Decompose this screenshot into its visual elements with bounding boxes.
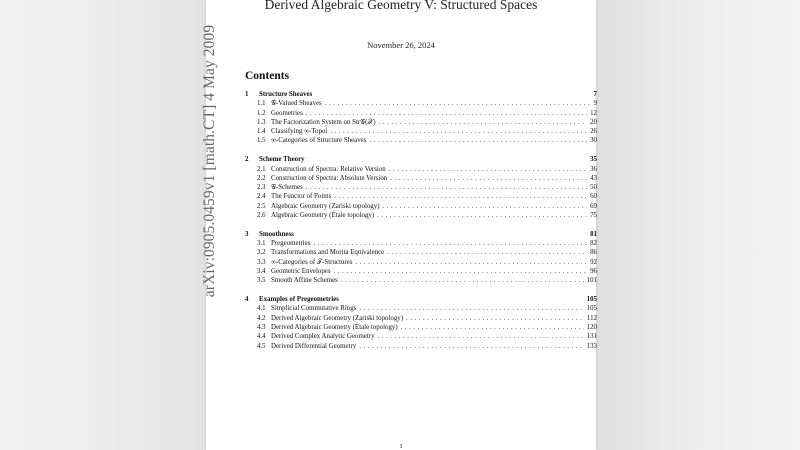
toc-section xyxy=(245,90,597,146)
toc-subsection-number: 3.1 xyxy=(257,240,266,248)
toc-section-number: 3 xyxy=(245,230,249,238)
toc-page-number: 75 xyxy=(590,212,597,220)
toc-subsection-entry[interactable] xyxy=(245,258,597,267)
toc-subsection-entry[interactable] xyxy=(245,165,597,174)
toc-section-entry[interactable] xyxy=(245,295,597,304)
toc-subsection-title: Geometric Envelopes xyxy=(271,268,331,276)
toc-subsection-entry[interactable] xyxy=(245,211,597,220)
toc-subsection-title: Simplicial Commutative Rings xyxy=(271,305,357,313)
toc-subsection-number: 4.3 xyxy=(257,324,266,332)
toc-subsection-entry[interactable] xyxy=(245,314,597,323)
toc-subsection-number: 2.6 xyxy=(257,212,266,220)
toc-subsection-number: 2.4 xyxy=(257,193,266,201)
toc-subsection-entry[interactable] xyxy=(245,342,597,351)
toc-page-number: 9 xyxy=(593,100,597,108)
toc-subsection-entry[interactable] xyxy=(245,127,597,136)
toc-page-number: 81 xyxy=(590,230,597,238)
toc-page-number: 12 xyxy=(590,109,597,117)
toc-section-number: 2 xyxy=(245,156,249,164)
toc-subsection-title: Algebraic Geometry (Zariski topology) xyxy=(271,202,380,210)
toc-dot-leaders xyxy=(359,342,583,351)
toc-dot-leaders xyxy=(379,118,588,127)
toc-subsection-number: 1.2 xyxy=(257,109,266,117)
toc-subsection-title: Pregeometries xyxy=(271,240,311,248)
toc-page-number: 101 xyxy=(586,277,597,285)
toc-dot-leaders xyxy=(359,304,583,313)
toc-subsection-number: 4.4 xyxy=(257,333,266,341)
toc-subsection-title: Transformations and Morita Equivalence xyxy=(271,249,385,257)
toc-page-number: 96 xyxy=(590,268,597,276)
toc-section-number: 1 xyxy=(245,91,249,98)
toc-dot-leaders xyxy=(330,127,587,136)
viewer-background-right xyxy=(596,0,800,450)
toc-page-number: 20 xyxy=(590,118,597,126)
toc-subsection-title: Derived Algebraic Geometry (Zariski topology) xyxy=(271,314,404,322)
toc-subsection-title: Construction of Spectra: Relative Version xyxy=(271,165,386,173)
toc-subsection-title: The Factorization System on Str𝒢(𝒳) xyxy=(271,118,376,126)
toc-subsection-title: Derived Differential Geometry xyxy=(271,342,357,350)
toc-subsection-number: 3.5 xyxy=(257,277,266,285)
toc-subsection-number: 1.5 xyxy=(257,137,266,145)
toc-section xyxy=(245,295,597,351)
toc-page-number: 50 xyxy=(590,184,597,192)
toc-page-number: 112 xyxy=(586,314,597,322)
toc-subsection-number: 2.2 xyxy=(257,174,266,182)
toc-subsection-title: 𝒢-Valued Sheaves xyxy=(271,100,322,108)
table-of-contents xyxy=(245,90,597,360)
toc-section-title: Structure Sheaves xyxy=(259,91,313,98)
toc-dot-leaders xyxy=(406,314,584,323)
toc-section-entry[interactable] xyxy=(245,155,597,164)
toc-dot-leaders xyxy=(355,258,587,267)
toc-subsection-title: Derived Complex Analytic Geometry xyxy=(271,333,375,341)
viewer-background-left xyxy=(0,0,206,450)
toc-page-number: 30 xyxy=(590,137,597,145)
document-title: Derived Algebraic Geometry V: Structured Spaces xyxy=(264,0,538,12)
toc-dot-leaders xyxy=(306,109,587,118)
toc-section xyxy=(245,155,597,220)
toc-dot-leaders xyxy=(390,174,587,183)
toc-dot-leaders xyxy=(383,202,588,211)
toc-subsection-title: 𝒢-Schemes xyxy=(271,184,303,192)
toc-subsection-entry[interactable] xyxy=(245,239,597,248)
toc-subsection-number: 3.3 xyxy=(257,258,266,266)
toc-subsection-title: Geometries xyxy=(271,109,303,117)
arxiv-stamp xyxy=(195,26,225,296)
toc-subsection-entry[interactable] xyxy=(245,267,597,276)
toc-subsection-title: The Functor of Points xyxy=(271,193,332,201)
toc-dot-leaders xyxy=(369,136,587,145)
contents-heading: Contents xyxy=(245,70,290,82)
arxiv-stamp-text: arXiv:0905.0459v1 [math.CT] 4 May 2009 xyxy=(201,24,218,298)
toc-subsection-entry[interactable] xyxy=(245,202,597,211)
toc-subsection-entry[interactable] xyxy=(245,136,597,145)
toc-dot-leaders xyxy=(334,192,587,201)
toc-page-number: 26 xyxy=(590,128,597,136)
toc-dot-leaders xyxy=(341,276,584,285)
toc-section-entry[interactable] xyxy=(245,230,597,239)
toc-dot-leaders xyxy=(377,211,587,220)
toc-dot-leaders xyxy=(387,248,587,257)
document-date: November 26, 2024 xyxy=(367,40,435,50)
toc-page-number: 35 xyxy=(590,156,597,164)
page-number: 1 xyxy=(399,443,403,450)
toc-dot-leaders xyxy=(313,239,587,248)
toc-subsection-number: 2.3 xyxy=(257,184,266,192)
toc-section xyxy=(245,230,597,286)
toc-subsection-title: Smooth Affine Schemes xyxy=(271,277,338,285)
toc-subsection-number: 2.5 xyxy=(257,202,266,210)
toc-subsection-entry[interactable] xyxy=(245,118,597,127)
toc-subsection-number: 4.1 xyxy=(257,305,266,313)
toc-subsection-entry[interactable] xyxy=(245,276,597,285)
toc-subsection-title: ∞-Categories of Structure Sheaves xyxy=(271,137,367,145)
toc-page-number: 120 xyxy=(586,324,597,332)
toc-dot-leaders xyxy=(306,183,587,192)
toc-dot-leaders xyxy=(378,332,584,341)
toc-page-number: 60 xyxy=(590,193,597,201)
toc-subsection-entry[interactable] xyxy=(245,304,597,313)
toc-subsection-entry[interactable] xyxy=(245,183,597,192)
toc-page-number: 105 xyxy=(586,296,597,304)
toc-section-title: Scheme Theory xyxy=(259,156,305,164)
toc-subsection-number: 1.4 xyxy=(257,128,266,136)
toc-subsection-title: Derived Algebraic Geometry (Étale topology) xyxy=(271,324,398,332)
toc-dot-leaders xyxy=(401,323,584,332)
toc-subsection-number: 2.1 xyxy=(257,165,266,173)
toc-subsection-number: 4.5 xyxy=(257,342,266,350)
toc-subsection-title: ∞-Categories of 𝒯-Structures xyxy=(271,258,353,266)
toc-subsection-title: Classifying ∞-Topoi xyxy=(271,128,328,136)
toc-subsection-entry[interactable] xyxy=(245,248,597,257)
toc-page-number: 36 xyxy=(590,165,597,173)
toc-page-number: 69 xyxy=(590,202,597,210)
toc-section-title: Examples of Pregeometries xyxy=(259,296,339,304)
toc-section-title: Smoothness xyxy=(259,230,294,238)
toc-subsection-title: Construction of Spectra: Absolute Version xyxy=(271,174,388,182)
toc-subsection-entry[interactable] xyxy=(245,323,597,332)
toc-dot-leaders xyxy=(334,267,588,276)
toc-subsection-entry[interactable] xyxy=(245,99,597,108)
toc-page-number: 133 xyxy=(586,342,597,350)
toc-subsection-entry[interactable] xyxy=(245,192,597,201)
toc-subsection-title: Algebraic Geometry (Étale topology) xyxy=(271,212,375,220)
toc-subsection-entry[interactable] xyxy=(245,174,597,183)
toc-page-number: 82 xyxy=(590,240,597,248)
toc-subsection-entry[interactable] xyxy=(245,332,597,341)
toc-subsection-number: 3.4 xyxy=(257,268,266,276)
toc-section-number: 4 xyxy=(245,296,249,304)
toc-subsection-number: 1.1 xyxy=(257,100,266,108)
toc-dot-leaders xyxy=(389,165,587,174)
toc-dot-leaders xyxy=(325,99,591,108)
toc-subsection-number: 3.2 xyxy=(257,249,266,257)
toc-subsection-entry[interactable] xyxy=(245,109,597,118)
document-page xyxy=(206,0,596,450)
toc-page-number: 43 xyxy=(590,174,597,182)
toc-page-number: 131 xyxy=(586,333,597,341)
toc-subsection-number: 4.2 xyxy=(257,314,266,322)
toc-page-number: 92 xyxy=(590,258,597,266)
toc-page-number: 86 xyxy=(590,249,597,257)
toc-section-entry[interactable] xyxy=(245,90,597,99)
toc-subsection-number: 1.3 xyxy=(257,118,266,126)
toc-page-number: 7 xyxy=(593,91,597,98)
toc-page-number: 105 xyxy=(586,305,597,313)
